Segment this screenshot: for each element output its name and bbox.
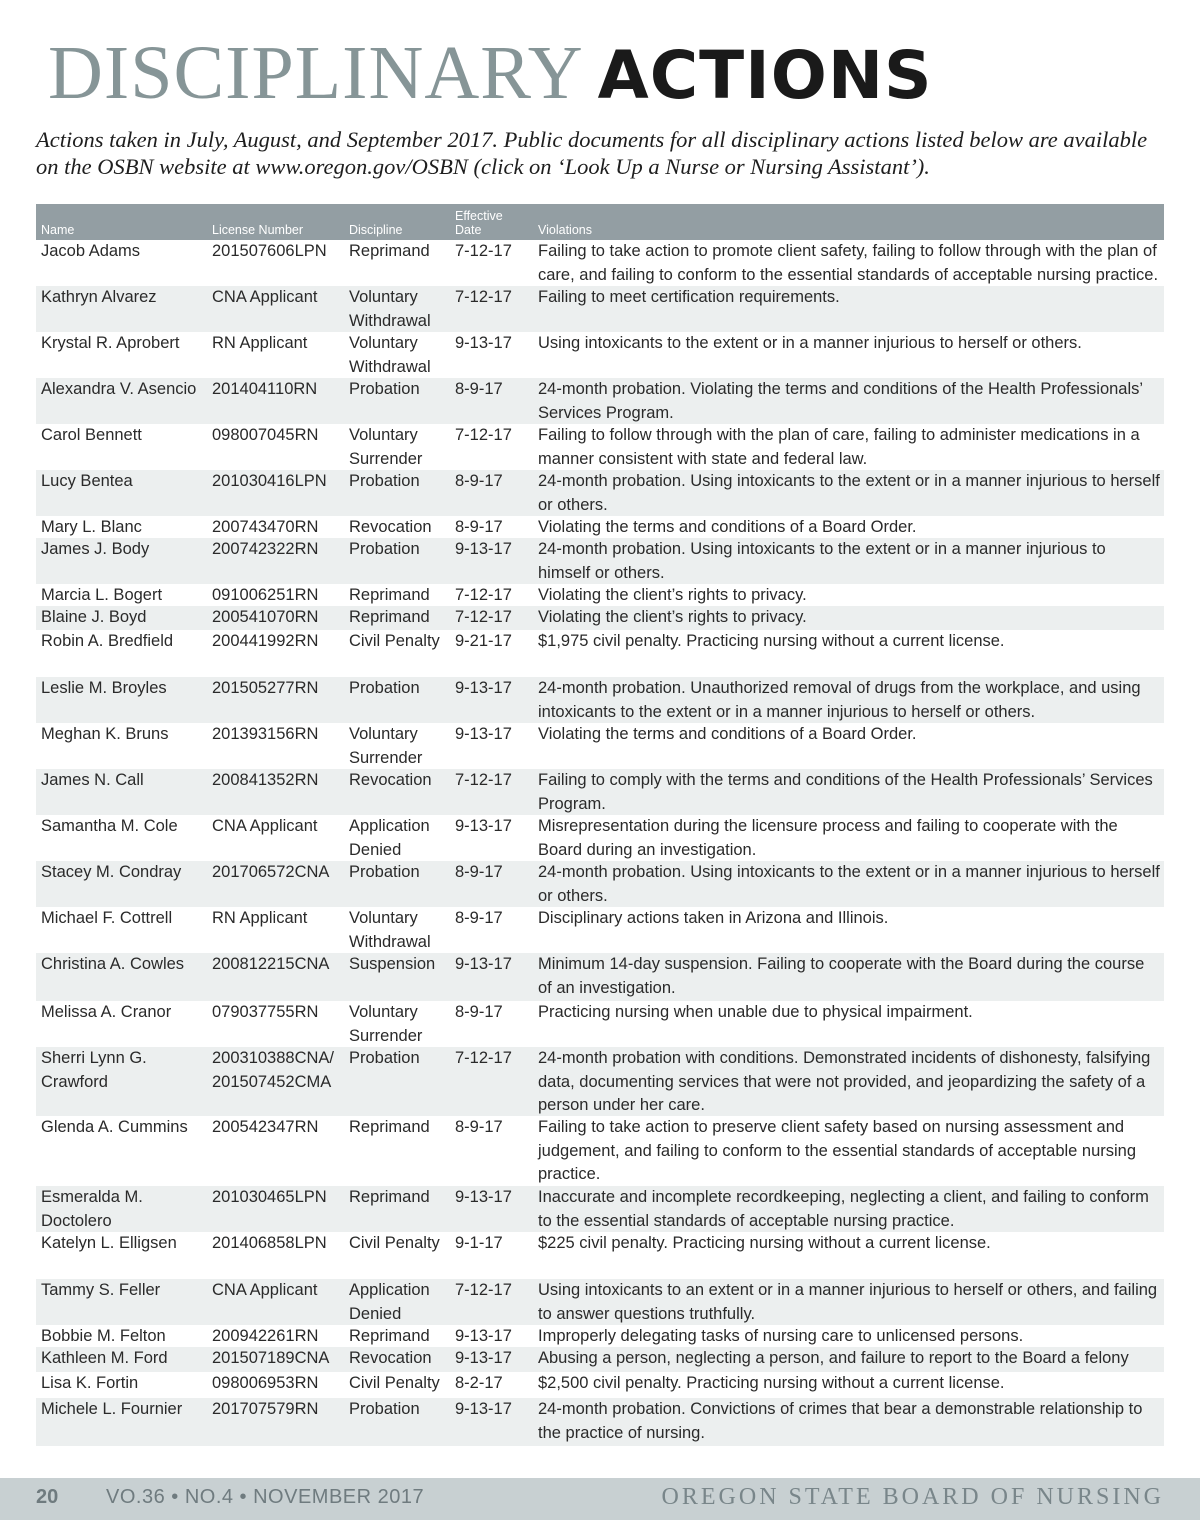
table-row [36, 584, 1164, 606]
cell-name: Tammy S. Feller [41, 1281, 161, 1299]
table-row [36, 1398, 1164, 1446]
cell-date: 9-13-17 [455, 540, 512, 558]
cell-discipline: Voluntary Surrender [349, 725, 423, 767]
cell-date: 8-9-17 [455, 1118, 503, 1136]
cell-name: James N. Call [41, 771, 144, 789]
cell-discipline: Revocation [349, 518, 432, 536]
cell-license: 201706572CNA [212, 863, 330, 881]
organization-name: OREGON STATE BOARD OF NURSING [661, 1484, 1164, 1510]
cell-license: 201030416LPN [212, 472, 327, 490]
cell-discipline: Civil Penalty [349, 1234, 440, 1252]
cell-discipline: Reprimand [349, 608, 430, 626]
cell-date: 9-13-17 [455, 817, 512, 835]
column-header-violations: Violations [538, 223, 592, 237]
cell-license: 200310388CNA/ 201507452CMA [212, 1049, 335, 1091]
page-number: 20 [36, 1486, 59, 1508]
cell-license: 200742322RN [212, 540, 319, 558]
table-row [36, 1116, 1164, 1186]
cell-name: Mary L. Blanc [41, 518, 142, 536]
cell-discipline: Voluntary Withdrawal [349, 909, 431, 951]
cell-violations: Violating the client’s rights to privacy. [538, 586, 807, 604]
table-row [36, 1372, 1164, 1398]
cell-violations: 24-month probation. Using intoxicants to the extent or in a manner injurious to himself or others. [538, 540, 1106, 582]
table-row [36, 240, 1164, 286]
cell-name: Lucy Bentea [41, 472, 133, 490]
cell-date: 8-9-17 [455, 380, 503, 398]
cell-violations: 24-month probation. Using intoxicants to the extent or in a manner injurious to herself or others. [538, 863, 1160, 905]
cell-discipline: Civil Penalty [349, 1374, 440, 1392]
table-row [36, 378, 1164, 424]
table-row [36, 1279, 1164, 1325]
cell-discipline: Reprimand [349, 1188, 430, 1206]
table-row [36, 1186, 1164, 1232]
cell-name: Samantha M. Cole [41, 817, 178, 835]
cell-date: 9-13-17 [455, 725, 512, 743]
column-header-date: Effective Date [455, 209, 503, 237]
cell-name: Kathryn Alvarez [41, 288, 157, 306]
cell-discipline: Probation [349, 472, 420, 490]
cell-date: 9-13-17 [455, 679, 512, 697]
cell-violations: Practicing nursing when unable due to physical impairment. [538, 1003, 973, 1021]
cell-license: RN Applicant [212, 334, 308, 352]
cell-license: 201393156RN [212, 725, 319, 743]
cell-license: CNA Applicant [212, 1281, 318, 1299]
cell-license: 098006953RN [212, 1374, 319, 1392]
cell-date: 9-1-17 [455, 1234, 503, 1252]
cell-license: 200743470RN [212, 518, 319, 536]
intro-text: Actions taken in July, August, and September 2017. Public documents for all disciplinary actions listed below are available on the OSBN website at www.oregon.gov/OSBN (click on ‘Look Up a Nurse or Nursing Assistant’). [36, 127, 1148, 179]
table-row [36, 606, 1164, 630]
cell-name: Christina A. Cowles [41, 955, 185, 973]
table-row [36, 861, 1164, 907]
cell-date: 7-12-17 [455, 1281, 512, 1299]
table-row [36, 677, 1164, 723]
cell-name: Glenda A. Cummins [41, 1118, 188, 1136]
cell-license: 201404110RN [212, 380, 318, 398]
cell-license: 079037755RN [212, 1003, 319, 1021]
table-row [36, 1232, 1164, 1279]
cell-discipline: Voluntary Surrender [349, 1003, 423, 1045]
cell-license: CNA Applicant [212, 817, 318, 835]
cell-name: Alexandra V. Asencio [41, 380, 197, 398]
table-row [36, 538, 1164, 584]
cell-discipline: Reprimand [349, 1327, 430, 1345]
cell-violations: Using intoxicants to the extent or in a manner injurious to herself or others. [538, 334, 1082, 352]
cell-date: 8-2-17 [455, 1374, 503, 1392]
cell-date: 9-13-17 [455, 1327, 512, 1345]
cell-discipline: Probation [349, 1400, 420, 1418]
cell-date: 7-12-17 [455, 586, 512, 604]
cell-license: 200541070RN [212, 608, 319, 626]
table-body [36, 240, 1164, 1446]
cell-discipline: Reprimand [349, 1118, 430, 1136]
cell-name: Lisa K. Fortin [41, 1374, 139, 1392]
cell-violations: Failing to follow through with the plan of care, failing to administer medications in a manner consistent with state and federal law. [538, 426, 1140, 468]
table-row [36, 516, 1164, 538]
cell-date: 7-12-17 [455, 288, 512, 306]
cell-violations: 24-month probation. Using intoxicants to the extent or in a manner injurious to herself or others. [538, 472, 1160, 514]
table-row [36, 630, 1164, 677]
cell-date: 9-21-17 [455, 632, 512, 650]
cell-name: Sherri Lynn G. Crawford [41, 1049, 147, 1091]
cell-discipline: Application Denied [349, 1281, 430, 1323]
column-header-license: License Number [212, 223, 304, 237]
cell-violations: 24-month probation with conditions. Demonstrated incidents of dishonesty, falsifying data, documenting services that were not provided, and jeopardizing the safety of a person under her care. [538, 1049, 1151, 1114]
cell-license: 200542347RN [212, 1118, 319, 1136]
cell-license: 098007045RN [212, 426, 319, 444]
cell-date: 7-12-17 [455, 771, 512, 789]
cell-discipline: Suspension [349, 955, 436, 973]
cell-violations: Improperly delegating tasks of nursing care to unlicensed persons. [538, 1327, 1024, 1345]
cell-violations: 24-month probation. Unauthorized removal of drugs from the workplace, and using intoxicants to the extent or in a manner injurious to herself or others. [538, 679, 1141, 721]
cell-license: CNA Applicant [212, 288, 318, 306]
cell-name: Leslie M. Broyles [41, 679, 167, 697]
cell-license: 201707579RN [212, 1400, 319, 1418]
cell-discipline: Revocation [349, 1349, 432, 1367]
cell-violations: $2,500 civil penalty. Practicing nursing without a current license. [538, 1374, 1005, 1392]
cell-name: Robin A. Bredfield [41, 632, 174, 650]
cell-name: Meghan K. Bruns [41, 725, 169, 743]
cell-violations: Violating the terms and conditions of a Board Order. [538, 518, 917, 536]
cell-license: 200841352RN [212, 771, 319, 789]
cell-discipline: Reprimand [349, 242, 430, 260]
cell-date: 8-9-17 [455, 909, 503, 927]
cell-violations: Inaccurate and incomplete recordkeeping, neglecting a client, and failing to conform to the essential standards of acceptable nursing practice. [538, 1188, 1149, 1230]
cell-violations: $1,975 civil penalty. Practicing nursing without a current license. [538, 632, 1005, 650]
cell-date: 8-9-17 [455, 472, 503, 490]
cell-name: Michele L. Fournier [41, 1400, 183, 1418]
cell-name: Melissa A. Cranor [41, 1003, 172, 1021]
disciplinary-actions-table [36, 204, 1164, 1446]
cell-license: 201030465LPN [212, 1188, 327, 1206]
cell-discipline: Reprimand [349, 586, 430, 604]
table-row [36, 470, 1164, 516]
table-row [36, 723, 1164, 769]
cell-violations: 24-month probation. Violating the terms and conditions of the Health Professionals’ Services Program. [538, 380, 1143, 422]
cell-name: Blaine J. Boyd [41, 608, 147, 626]
table-row [36, 907, 1164, 953]
table-row [36, 815, 1164, 861]
table-row [36, 286, 1164, 332]
cell-violations: Abusing a person, neglecting a person, and failure to report to the Board a felony [538, 1349, 1129, 1367]
cell-license: RN Applicant [212, 909, 308, 927]
page-footer [0, 1478, 1200, 1520]
cell-discipline: Probation [349, 1049, 420, 1067]
cell-violations: Violating the terms and conditions of a Board Order. [538, 725, 917, 743]
cell-license: 200812215CNA [212, 955, 330, 973]
cell-name: Michael F. Cottrell [41, 909, 173, 927]
cell-violations: Violating the client’s rights to privacy. [538, 608, 807, 626]
column-header-discipline: Discipline [349, 223, 403, 237]
cell-discipline: Application Denied [349, 817, 430, 859]
cell-violations: Disciplinary actions taken in Arizona and Illinois. [538, 909, 889, 927]
cell-name: Carol Bennett [41, 426, 142, 444]
cell-name: Kathleen M. Ford [41, 1349, 168, 1367]
issue-info: VO.36 • NO.4 • NOVEMBER 2017 [106, 1486, 425, 1508]
cell-name: Krystal R. Aprobert [41, 334, 180, 352]
cell-discipline: Voluntary Withdrawal [349, 334, 431, 376]
cell-discipline: Voluntary Withdrawal [349, 288, 431, 330]
cell-date: 9-13-17 [455, 955, 512, 973]
cell-license: 201507189CNA [212, 1349, 330, 1367]
cell-name: Stacey M. Condray [41, 863, 182, 881]
table-row [36, 332, 1164, 378]
title-bold: ACTIONS [597, 37, 933, 114]
cell-date: 7-12-17 [455, 426, 512, 444]
cell-date: 8-9-17 [455, 863, 503, 881]
cell-license: 201406858LPN [212, 1234, 327, 1252]
cell-name: Bobbie M. Felton [41, 1327, 166, 1345]
cell-license: 091006251RN [212, 586, 319, 604]
table-row [36, 424, 1164, 470]
cell-date: 8-9-17 [455, 1003, 503, 1021]
cell-license: 201507606LPN [212, 242, 327, 260]
cell-discipline: Revocation [349, 771, 432, 789]
cell-date: 7-12-17 [455, 608, 512, 626]
cell-violations: $225 civil penalty. Practicing nursing without a current license. [538, 1234, 991, 1252]
cell-violations: Failing to comply with the terms and conditions of the Health Professionals’ Services Program. [538, 771, 1153, 813]
cell-license: 201505277RN [212, 679, 319, 697]
table-header [36, 204, 1164, 240]
page-title [48, 30, 933, 120]
cell-name: Esmeralda M. Doctolero [41, 1188, 143, 1230]
cell-date: 9-13-17 [455, 1400, 512, 1418]
table-row [36, 1325, 1164, 1347]
cell-discipline: Voluntary Surrender [349, 426, 423, 468]
cell-license: 200441992RN [212, 632, 319, 650]
cell-date: 9-13-17 [455, 1349, 512, 1367]
cell-date: 7-12-17 [455, 242, 512, 260]
table-row [36, 1047, 1164, 1116]
table-row [36, 1347, 1164, 1372]
cell-violations: 24-month probation. Convictions of crimes that bear a demonstrable relationship to the practice of nursing. [538, 1400, 1143, 1442]
cell-violations: Using intoxicants to an extent or in a manner injurious to herself or others, and failing to answer questions truthfully. [538, 1281, 1158, 1323]
title-light: DISCIPLINARY [48, 31, 584, 115]
cell-discipline: Probation [349, 863, 420, 881]
cell-date: 9-13-17 [455, 334, 512, 352]
cell-discipline: Probation [349, 380, 420, 398]
cell-violations: Failing to meet certification requirements. [538, 288, 840, 306]
cell-discipline: Probation [349, 540, 420, 558]
cell-date: 7-12-17 [455, 1049, 512, 1067]
cell-violations: Minimum 14-day suspension. Failing to cooperate with the Board during the course of an investigation. [538, 955, 1145, 997]
cell-name: Katelyn L. Elligsen [41, 1234, 177, 1252]
cell-violations: Misrepresentation during the licensure process and failing to cooperate with the Board during an investigation. [538, 817, 1118, 859]
column-header-name: Name [41, 223, 75, 237]
cell-name: Jacob Adams [41, 242, 141, 260]
table-row [36, 769, 1164, 815]
table-row [36, 1001, 1164, 1047]
cell-date: 9-13-17 [455, 1188, 512, 1206]
cell-date: 8-9-17 [455, 518, 503, 536]
cell-name: Marcia L. Bogert [41, 586, 163, 604]
table-row [36, 953, 1164, 1001]
cell-discipline: Probation [349, 679, 420, 697]
cell-violations: Failing to take action to promote client safety, failing to follow through with the plan of care, and failing to conform to the essential standards of acceptable nursing practice. [538, 242, 1159, 284]
cell-license: 200942261RN [212, 1327, 319, 1345]
cell-discipline: Civil Penalty [349, 632, 440, 650]
cell-name: James J. Body [41, 540, 150, 558]
cell-violations: Failing to take action to preserve client safety based on nursing assessment and judgement, and failing to conform to the essential standards of acceptable nursing practice. [538, 1118, 1137, 1183]
